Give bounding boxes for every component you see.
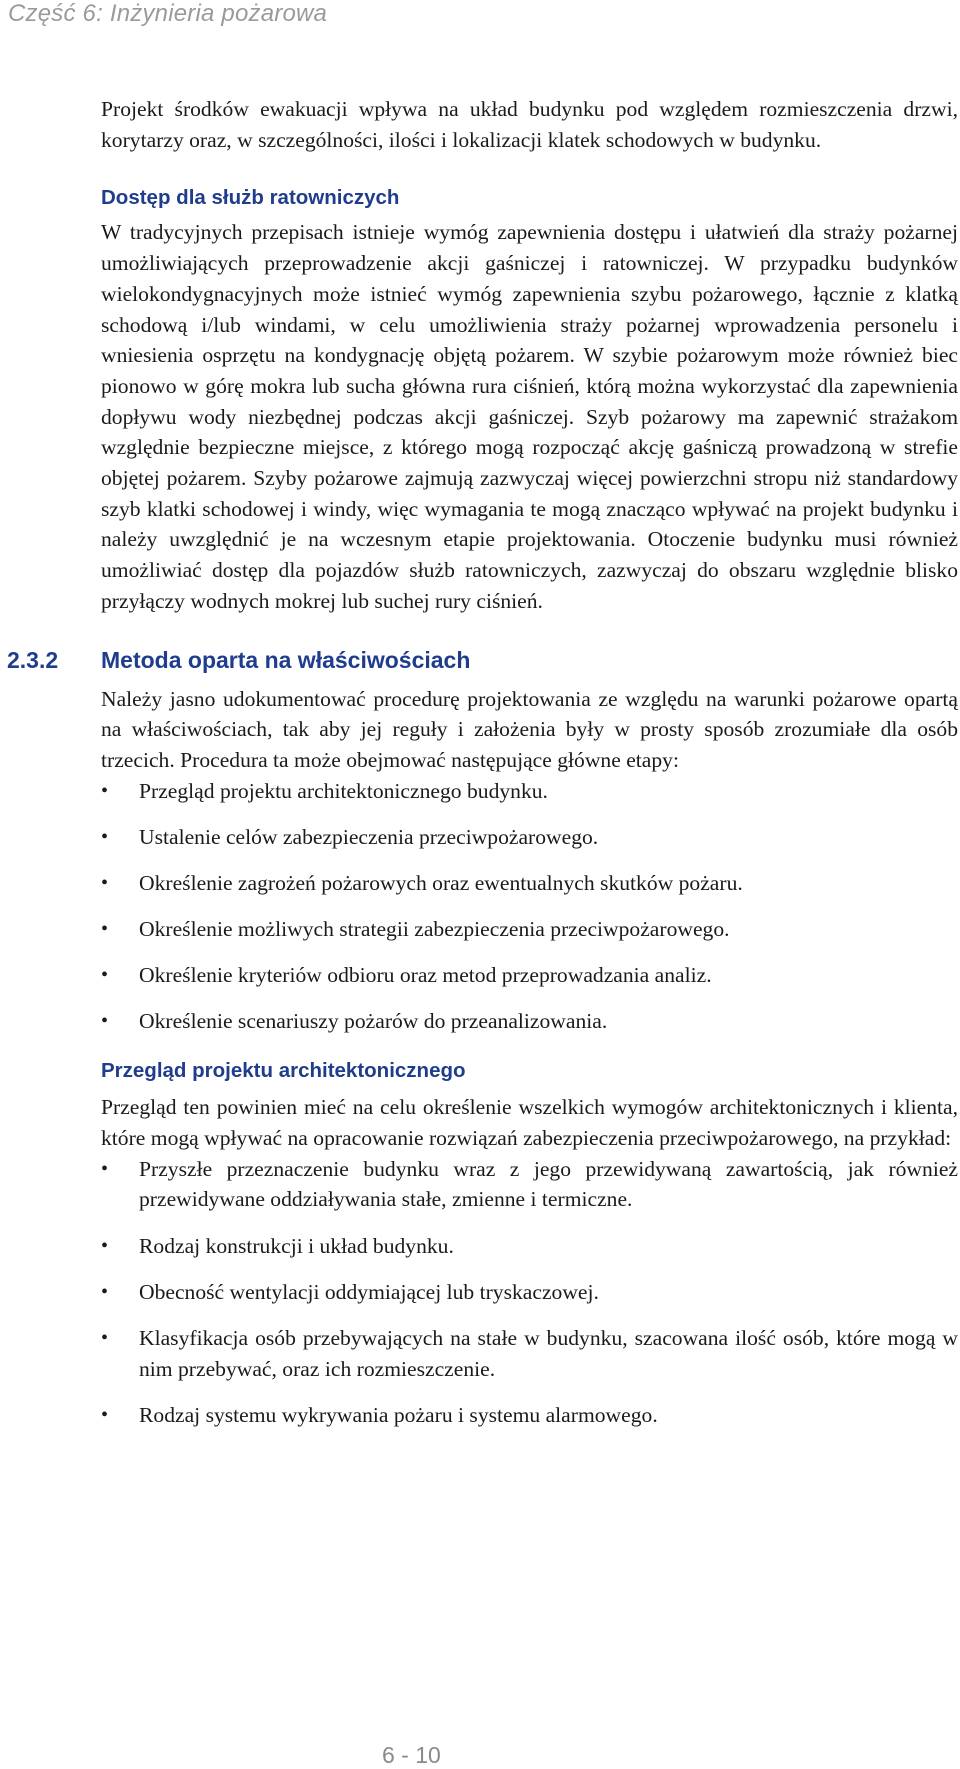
bullet-icon: • bbox=[101, 1327, 109, 1350]
bullet-icon: • bbox=[101, 963, 109, 986]
stages-list bbox=[101, 776, 958, 1037]
list-item: • Określenie kryteriów odbioru oraz metod przeprowadzania analiz. bbox=[101, 960, 958, 991]
requirements-list bbox=[101, 1154, 958, 1431]
bullet-icon: • bbox=[101, 1009, 109, 1032]
rescue-access-paragraph: W tradycyjnych przepisach istnieje wymóg zapewnienia dostępu i ułatwień dla straży pożarnej umożliwiających przeprowadzenie akcji gaśniczej i ratowniczej. W przypadku budynków wielokondygnacyjnych może istnieć wymóg zapewnienia szybu pożarowego, łącznie z klatką schodową i/lub windami, w celu umożliwienia straży pożarnej wprowadzenia personelu i wniesienia osprzętu na kondygnację objętą pożarem. W szybie pożarowym może również biec pionowo w górę mokra lub sucha główna rura ciśnień, którą można wykorzystać dla zapewnienia dopływu wody niezbędnej podczas akcji gaśniczej. Szyb pożarowy ma zapewnić strażakom względnie bezpieczne miejsce, z którego mogą rozpocząć akcję gaśniczą prowadzoną w strefie objętej pożarem. Szyby pożarowe zajmują zazwyczaj więcej powierzchni stropu niż standardowy szyb klatki schodowej i windy, więc wymagania te mogą znacząco wpływać na projekt budynku i należy uwzględnić je na wczesnym etapie projektowania. Otoczenie budynku musi również umożliwiać dostęp dla pojazdów służb ratowniczych, zazwyczaj do obszaru względnie blisko przyłączy wodnych mokrej lub suchej rury ciśnień. bbox=[101, 220, 958, 613]
bullet-icon: • bbox=[101, 1403, 109, 1426]
list-item: • Określenie zagrożeń pożarowych oraz ewentualnych skutków pożaru. bbox=[101, 868, 958, 899]
running-header: Część 6: Inżynieria pożarowa bbox=[8, 0, 328, 27]
list-item: • Rodzaj systemu wykrywania pożaru i systemu alarmowego. bbox=[101, 1400, 958, 1431]
list-item: • Określenie scenariuszy pożarów do przeanalizowania. bbox=[101, 1006, 958, 1037]
bullet-icon: • bbox=[101, 1280, 109, 1303]
bullet-icon: • bbox=[101, 1157, 109, 1180]
section-title: Metoda oparta na właściwościach bbox=[101, 646, 471, 673]
intro-paragraph: Projekt środków ewakuacji wpływa na układ budynku pod względem rozmieszczenia drzwi, korytarzy oraz, w szczególności, ilości i lokalizacji klatek schodowych w budynku. bbox=[101, 97, 958, 152]
architectural-review-heading: Przegląd projektu architektonicznego bbox=[101, 1059, 466, 1083]
bullet-icon: • bbox=[101, 871, 109, 894]
page-body bbox=[7, 94, 958, 1446]
section-heading bbox=[7, 646, 958, 674]
bullet-icon: • bbox=[101, 779, 109, 802]
architectural-review-paragraph: Przegląd ten powinien mieć na celu określenie wszelkich wymogów architektonicznych i klienta, które mogą wpływać na opracowanie rozwiązań zabezpieczenia przeciwpożarowego, na przykład: bbox=[101, 1095, 958, 1151]
rescue-access-heading: Dostęp dla służb ratowniczych bbox=[101, 186, 400, 210]
page-number: 6 - 10 bbox=[382, 1742, 441, 1768]
list-item: • Rodzaj konstrukcji i układ budynku. bbox=[101, 1231, 958, 1262]
bullet-icon: • bbox=[101, 1234, 109, 1257]
list-item: • Przyszłe przeznaczenie budynku wraz z jego przewidywaną zawartością, jak również przewidywane oddziaływania stałe, zmienne i termiczne. bbox=[101, 1154, 958, 1215]
list-item: • Określenie możliwych strategii zabezpieczenia przeciwpożarowego. bbox=[101, 914, 958, 945]
list-item: • Klasyfikacja osób przebywających na stałe w budynku, szacowana ilość osób, które mogą w nim przebywać, oraz ich rozmieszczenie. bbox=[101, 1323, 958, 1384]
list-item: • Obecność wentylacji oddymiającej lub tryskaczowej. bbox=[101, 1277, 958, 1308]
section-number: 2.3.2 bbox=[7, 646, 59, 673]
section-paragraph: Należy jasno udokumentować procedurę projektowania ze względu na warunki pożarowe opartą na właściwościach, tak aby jej reguły i założenia były w prosty sposób zrozumiałe dla osób trzecich. Procedura ta może obejmować następujące główne etapy: bbox=[101, 686, 958, 772]
list-item: • Przegląd projektu architektonicznego budynku. bbox=[101, 776, 958, 807]
list-item: • Ustalenie celów zabezpieczenia przeciwpożarowego. bbox=[101, 822, 958, 853]
bullet-icon: • bbox=[101, 825, 109, 848]
bullet-icon: • bbox=[101, 917, 109, 940]
